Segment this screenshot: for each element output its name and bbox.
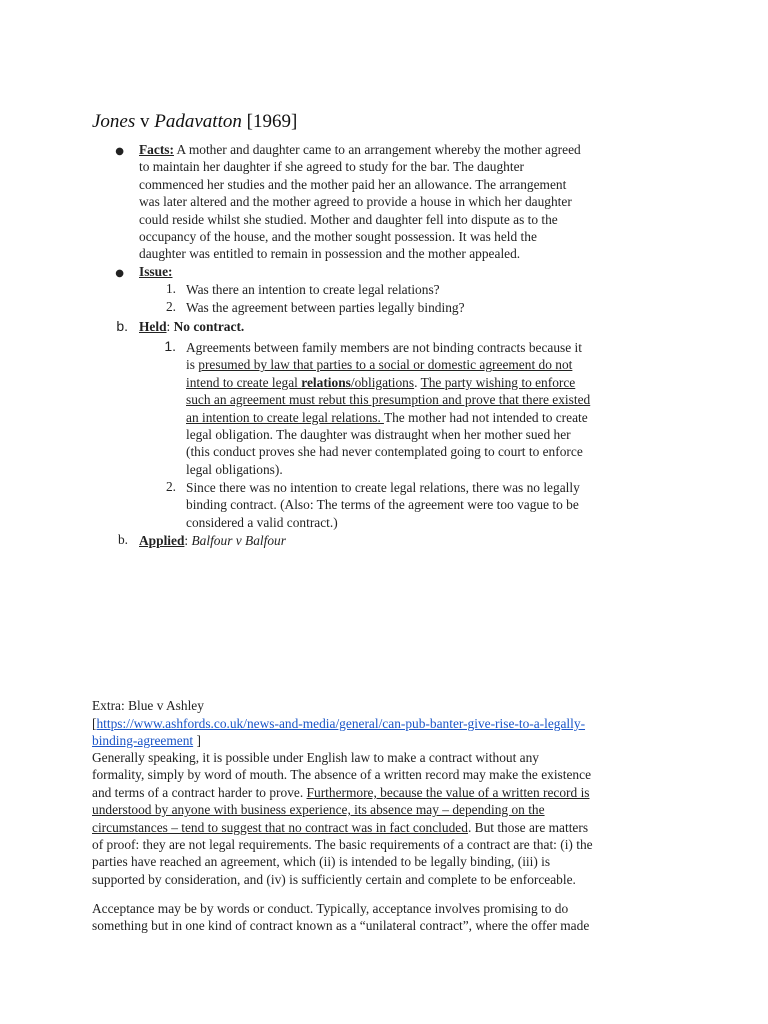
case-name-part2: Padavatton	[154, 111, 242, 132]
applied-line: Applied: Balfour v Balfour	[139, 533, 286, 548]
facts-line-4: was later altered and the mother agreed to provide a house in which her daughter	[139, 194, 572, 210]
facts-line-2: to maintain her daughter if she agreed to study for the bar. The daughter	[139, 159, 524, 175]
extra-source-line-2: binding-agreement ]	[92, 733, 201, 748]
case-year: [1969]	[241, 111, 298, 132]
held-item-1: Agreements between family members are not binding contracts because it is presumed by law that parties to a social or domestic agreement do not intend to create legal relations/obligations. The party wishing to enforce such an agreement must rebut this presumption and prove that there existed an intention to create legal relations. The mother had not intended to create legal obligation. The daughter was distraught when her mother sued her (this conduct proves she had never contemplated going to court to enforce legal obligations).	[186, 340, 591, 477]
held-result: No contract.	[173, 319, 245, 334]
source-link-continued[interactable]: binding-agreement	[92, 733, 194, 748]
extra-paragraph-2: Acceptance may be by words or conduct. Typically, acceptance involves promising to do something but in one kind of contract known as a “unilateral contract”, where the offer made	[92, 901, 590, 934]
held-item-2: Since there was no intention to create legal relations, there was no legally binding contract. (Also: The terms of the agreement were too vague to be considered a valid contract.)	[186, 480, 580, 530]
held-item-2-marker: 2.	[165, 479, 176, 494]
issue-label: Issue:	[139, 264, 173, 279]
case-title	[92, 110, 297, 134]
held-marker: b.	[116, 318, 128, 334]
facts-line-7: daughter was entitled to remain in possession and the mother appealed.	[139, 246, 521, 262]
applied-case: Balfour v Balfour	[191, 533, 286, 548]
issue-item-2-marker: 2.	[165, 299, 176, 314]
issue-item-2: Was the agreement between parties legally binding?	[186, 300, 465, 315]
issue-item-1: Was there an intention to create legal relations?	[186, 282, 440, 297]
facts-line-6: occupancy of the house, and the mother sought possession. It was held the	[139, 229, 537, 245]
extra-paragraph-1: Generally speaking, it is possible under English law to make a contract without any formality, simply by word of mouth. The absence of a written record may make the existence and terms of a contract harder to prove. Furthermore, because the value of a written record is understood by anyone with business experience, its absence may – depending on the circumstances – tend to suggest that no contract was in fact concluded. But those are matters of proof: they are not legal requirements. The basic requirements of a contract are that: (i) the parties have reached an agreement, which (ii) is intended to be legally binding, (iii) is supported by consideration, and (iv) is sufficiently certain and complete to be enforceable.	[92, 750, 593, 887]
issue-item-1-marker: 1.	[165, 281, 176, 296]
facts-line-5: could reside whilst she studied. Mother and daughter fell into dispute as to the	[139, 211, 558, 227]
applied-label: Applied	[139, 533, 185, 548]
facts-bullet: ●	[115, 146, 124, 157]
case-connector: v	[135, 111, 155, 132]
held-heading: Held: No contract.	[139, 319, 245, 334]
extra-heading: Extra: Blue v Ashley	[92, 698, 204, 713]
issue-label-wrap	[139, 263, 172, 280]
facts-line-1: Facts: A mother and daughter came to an arrangement whereby the mother agreed	[139, 142, 581, 157]
facts-label: Facts:	[139, 142, 174, 157]
issue-bullet: ●	[115, 268, 124, 279]
facts-section	[139, 141, 699, 263]
facts-line-3: commenced her studies and the mother paid her an allowance. The arrangement	[139, 176, 567, 192]
source-link[interactable]: https://www.ashfords.co.uk/news-and-media/general/can-pub-banter-give-rise-to-a-legally-	[96, 716, 586, 731]
applied-marker: b.	[117, 532, 128, 547]
extra-source: [https://www.ashfords.co.uk/news-and-media/general/can-pub-banter-give-rise-to-a-legally-	[92, 716, 586, 731]
held-item-1-marker: 1.	[164, 338, 176, 354]
case-name-part1: Jones	[92, 111, 136, 132]
held-label: Held	[139, 319, 167, 334]
